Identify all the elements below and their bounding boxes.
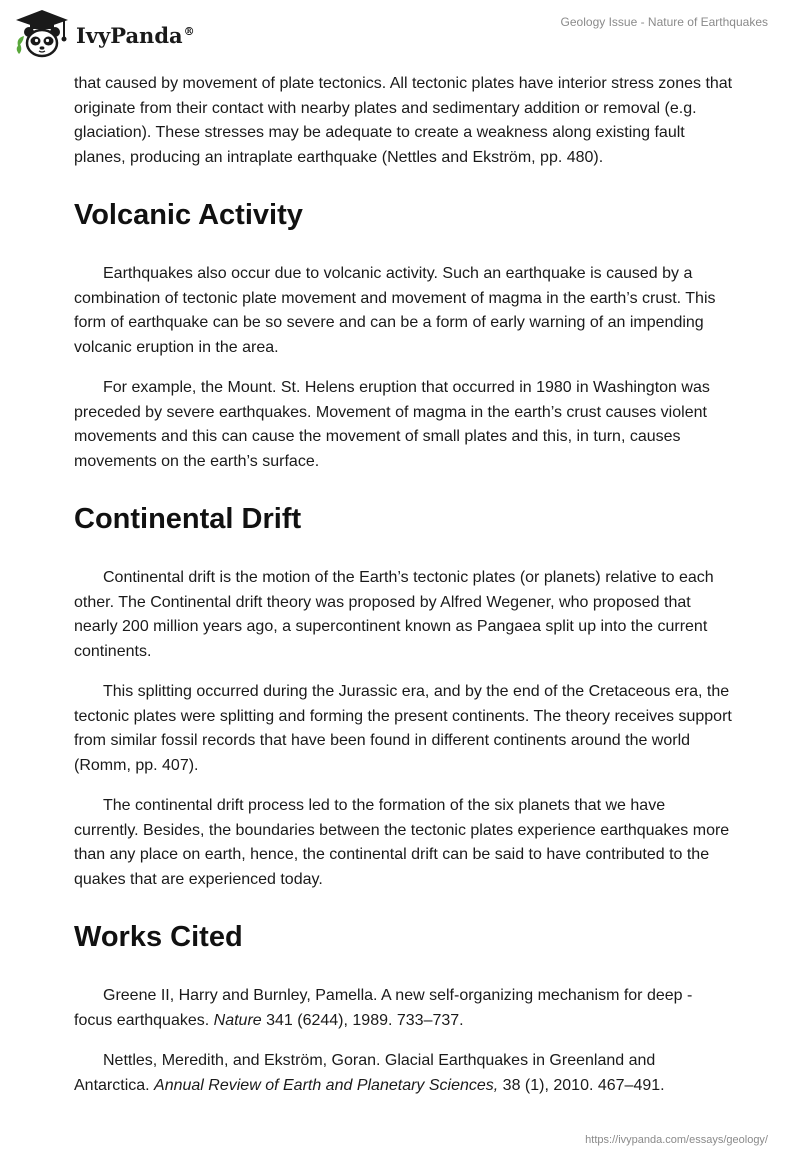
essay-body <box>74 72 734 1114</box>
source-url-link[interactable]: https://ivypanda.com/essays/geology/ <box>585 1134 768 1146</box>
citation-source: Nature <box>213 1011 262 1029</box>
citation-entry: Nettles, Meredith, and Ekström, Goran. Glacial Earthquakes in Greenland and Antarctica. Annual Review of Earth and Planetary Sciences, 38 (1), 2010. 467–491. <box>74 1052 665 1094</box>
paragraph: This splitting occurred during the Jurassic era, and by the end of the Cretaceous era, the tectonic plates were splitting and forming the present continents. The theory receives support from similar fossil records that have been found in different continents around the world (Romm, pp. 407). <box>74 683 732 774</box>
citation-source: Annual Review of Earth and Planetary Sciences, <box>154 1076 499 1094</box>
paragraph: For example, the Mount. St. Helens eruption that occurred in 1980 in Washington was preceded by severe earthquakes. Movement of magma in the earth’s crust causes violent movements and this can cause the movement of small plates and this, in turn, causes movements on the earth’s surface. <box>74 379 710 470</box>
section-heading-works-cited: Works Cited <box>74 921 243 953</box>
brand-name: IvyPanda® <box>76 22 195 48</box>
page-header <box>0 0 800 70</box>
intro-paragraph: that caused by movement of plate tectonics. All tectonic plates have interior stress zones that originate from their contact with nearby plates and sedimentary addition or removal (e.g. glaciation). These stresses may be adequate to create a weakness along existing fault planes, producing an intraplate earthquake (Nettles and Ekström, pp. 480). <box>74 75 733 166</box>
paragraph: The continental drift process led to the formation of the six planets that we have currently. Besides, the boundaries between the tectonic plates experience earthquakes more than any place on earth, hence, the continental drift can be said to have contributed to the quakes that are experienced today. <box>74 797 730 888</box>
paragraph: Earthquakes also occur due to volcanic activity. Such an earthquake is caused by a combination of tectonic plate movement and movement of magma in the earth’s crust. This form of earthquake can be so severe and can be a form of early warning of an impending volcanic eruption in the area. <box>74 265 716 356</box>
citation-entry: Greene II, Harry and Burnley, Pamella. A new self-organizing mechanism for deep - focus earthquakes. Nature 341 (6244), 1989. 733–737. <box>74 987 693 1029</box>
paragraph: Continental drift is the motion of the Earth’s tectonic plates (or planets) relative to each other. The Continental drift theory was proposed by Alfred Wegener, who proposed that nearly 200 million years ago, a supercontinent known as Pangaea split up into the current continents. <box>74 569 714 660</box>
ivypanda-logo[interactable] <box>14 8 195 60</box>
panda-graduate-icon <box>14 8 70 60</box>
registered-mark: ® <box>183 24 195 38</box>
section-heading-volcanic-activity: Volcanic Activity <box>74 199 303 231</box>
document-title: Geology Issue - Nature of Earthquakes <box>560 15 768 29</box>
section-heading-continental-drift: Continental Drift <box>74 503 302 535</box>
